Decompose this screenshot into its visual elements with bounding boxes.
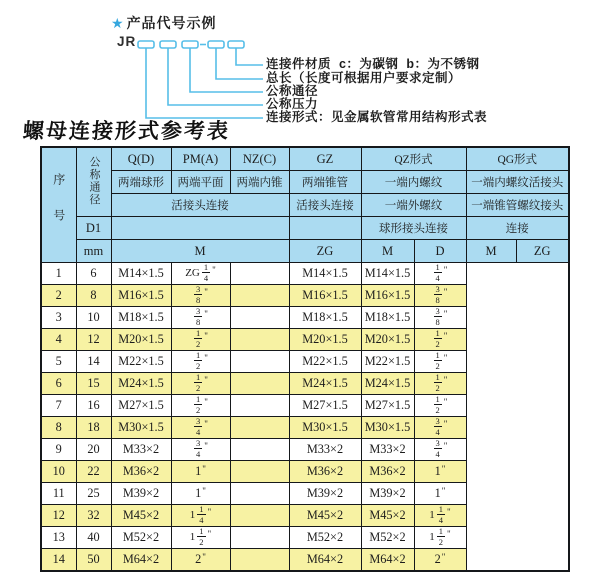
header-gz-connect: 活接头连接 [289,194,361,217]
header-qz-line1: 一端内螺纹 [361,171,466,194]
diameter-cell: 25 [76,483,111,505]
qz-d-cell: M18×1.5 [289,307,361,329]
qg-m-cell: M33×2 [361,439,414,461]
diagram-label-material: 连接件材质 c：为碳钢 b：为不锈钢 [266,57,480,71]
table-row [41,307,569,329]
table-row [41,417,569,439]
diameter-cell: 32 [76,505,111,527]
gz-size-cell: 1 $\frac{1}{4}$ " [171,505,230,527]
diagram-label-pressure: 公称压力 [266,97,319,111]
m-thread-cell: M30×1.5 [111,417,171,439]
diameter-cell: 20 [76,439,111,461]
header-qz-line3: 球形接头连接 [361,217,466,240]
serial-cell: 12 [41,505,76,527]
header-serial-text: 序号 [51,172,66,245]
header-d1: D1 [76,217,111,240]
header-gz-unit: ZG [289,240,361,263]
callout-line [146,48,263,118]
diameter-cell: 18 [76,417,111,439]
serial-cell: 11 [41,483,76,505]
gz-size-cell: $\frac{3}{8}$ " [171,307,230,329]
qz-d-cell: M30×1.5 [289,417,361,439]
m-thread-cell: M22×1.5 [111,351,171,373]
qg-zg-cell: $\frac{3}{4}$ " [414,439,466,461]
diagram-label-connection: 连接形式：见金属软管常用结构形式表 [266,110,488,124]
m-thread-cell: M18×1.5 [111,307,171,329]
qz-m-cell [230,373,289,395]
qz-m-cell [230,329,289,351]
callout-line [236,48,263,65]
gz-size-cell: $\frac{1}{2}$ " [171,373,230,395]
gz-size-cell: $\frac{1}{2}$ " [171,329,230,351]
qg-zg-cell: $\frac{3}{8}$ " [414,285,466,307]
diagram-heading [111,13,217,33]
qg-zg-cell: $\frac{1}{2}$ " [414,373,466,395]
serial-cell: 8 [41,417,76,439]
qz-d-cell: M16×1.5 [289,285,361,307]
serial-cell: 2 [41,285,76,307]
qz-d-cell: M14×1.5 [289,263,361,285]
code-box [160,41,176,48]
m-thread-cell: M16×1.5 [111,285,171,307]
gz-size-cell: $\frac{3}{4}$ " [171,439,230,461]
table-row [41,263,569,285]
qz-d-cell: M36×2 [289,461,361,483]
header-qg-sub-zg: ZG [516,240,569,263]
header-m: M [111,240,289,263]
qz-d-cell: M20×1.5 [289,329,361,351]
table-row [41,395,569,417]
diameter-cell: 8 [76,285,111,307]
diagram-heading-text: 产品代号示例 [126,15,217,31]
qg-zg-cell: $\frac{1}{2}$ " [414,329,466,351]
serial-cell: 14 [41,549,76,572]
star-icon: ★ [111,15,125,31]
m-thread-cell: M20×1.5 [111,329,171,351]
table-row [41,329,569,351]
header-mm: mm [76,240,111,263]
qz-d-cell: M39×2 [289,483,361,505]
diameter-cell: 12 [76,329,111,351]
header-gz-desc: 两端锥管 [289,171,361,194]
header-qz-sub-m: M [361,240,414,263]
serial-cell: 6 [41,373,76,395]
m-thread-cell: M52×2 [111,527,171,549]
header-empty-gz [289,217,361,240]
qg-m-cell: M16×1.5 [361,285,414,307]
gz-size-cell: $\frac{3}{8}$ " [171,285,230,307]
gz-size-cell: $\frac{3}{4}$ " [171,417,230,439]
qg-zg-cell: 1 $\frac{1}{4}$ " [414,505,466,527]
table-row [41,285,569,307]
header-nz-desc: 两端内锥 [230,171,289,194]
header-code-q: Q(D) [111,147,171,171]
diagram-label-length: 总长（长度可根据用户要求定制） [266,71,462,85]
table-row [41,439,569,461]
callout-line [190,48,263,92]
qg-zg-cell: 1 $\frac{1}{2}$ " [414,527,466,549]
qg-m-cell: M36×2 [361,461,414,483]
qz-m-cell [230,263,289,285]
callout-line [216,48,263,79]
qz-m-cell [230,505,289,527]
qz-d-cell: M64×2 [289,549,361,572]
qg-m-cell: M39×2 [361,483,414,505]
diameter-cell: 10 [76,307,111,329]
header-diameter-text: 公称通径 [88,155,100,206]
qz-m-cell [230,527,289,549]
qg-m-cell: M24×1.5 [361,373,414,395]
qg-m-cell: M64×2 [361,549,414,572]
gz-size-cell: 1" [171,461,230,483]
m-thread-cell: M33×2 [111,439,171,461]
header-serial [41,147,76,263]
header-qg-line1: 一端内螺纹活接头 [466,171,569,194]
header-qz-sub-d: D [414,240,466,263]
qz-d-cell: M22×1.5 [289,351,361,373]
table-row [41,373,569,395]
qz-m-cell [230,439,289,461]
qz-m-cell [230,307,289,329]
diagram-label-diameter: 公称通径 [266,84,319,98]
qz-m-cell [230,395,289,417]
gz-size-cell: 1 $\frac{1}{2}$ " [171,527,230,549]
serial-cell: 7 [41,395,76,417]
serial-cell: 13 [41,527,76,549]
qg-zg-cell: $\frac{1}{2}$ " [414,351,466,373]
table-row [41,351,569,373]
diameter-cell: 50 [76,549,111,572]
diameter-cell: 16 [76,395,111,417]
serial-cell: 10 [41,461,76,483]
m-thread-cell: M24×1.5 [111,373,171,395]
qz-m-cell [230,417,289,439]
diameter-cell: 14 [76,351,111,373]
table-row [41,461,569,483]
qz-m-cell [230,285,289,307]
qg-m-cell: M22×1.5 [361,351,414,373]
header-qg-sub-m: M [466,240,516,263]
gz-size-cell: 1" [171,483,230,505]
qg-m-cell: M30×1.5 [361,417,414,439]
serial-cell: 5 [41,351,76,373]
serial-cell: 4 [41,329,76,351]
m-thread-cell: M14×1.5 [111,263,171,285]
qg-zg-cell: $\frac{1}{4}$ " [414,263,466,285]
serial-cell: 3 [41,307,76,329]
qz-m-cell [230,549,289,572]
table-row [41,549,569,572]
header-union-connect: 活接头连接 [111,194,289,217]
qg-zg-cell: $\frac{3}{8}$ " [414,307,466,329]
diameter-cell: 15 [76,373,111,395]
table-row [41,527,569,549]
header-code-nz: NZ(C) [230,147,289,171]
table-body [41,263,569,572]
gz-size-cell: 2" [171,549,230,572]
qg-m-cell: M27×1.5 [361,395,414,417]
m-thread-cell: M39×2 [111,483,171,505]
qg-zg-cell: $\frac{3}{4}$ " [414,417,466,439]
qg-zg-cell: 1" [414,483,466,505]
qg-zg-cell: $\frac{1}{2}$ " [414,395,466,417]
serial-cell: 1 [41,263,76,285]
qg-m-cell: M14×1.5 [361,263,414,285]
gz-size-cell: ZG $\frac{1}{4}$ " [171,263,230,285]
m-thread-cell: M36×2 [111,461,171,483]
header-pm-desc: 两端平面 [171,171,230,194]
diameter-cell: 6 [76,263,111,285]
qz-d-cell: M27×1.5 [289,395,361,417]
header-code-gz: GZ [289,147,361,171]
header-diameter [76,147,111,217]
qz-d-cell: M33×2 [289,439,361,461]
qg-m-cell: M20×1.5 [361,329,414,351]
m-thread-cell: M27×1.5 [111,395,171,417]
table-header [41,147,569,263]
qg-m-cell: M18×1.5 [361,307,414,329]
header-empty-span [111,217,289,240]
qz-m-cell [230,461,289,483]
qz-d-cell: M45×2 [289,505,361,527]
qg-zg-cell: 1" [414,461,466,483]
m-thread-cell: M45×2 [111,505,171,527]
table-row [41,483,569,505]
qg-m-cell: M45×2 [361,505,414,527]
serial-cell: 9 [41,439,76,461]
gz-size-cell: $\frac{1}{2}$ " [171,351,230,373]
gz-size-cell: $\frac{1}{2}$ " [171,395,230,417]
code-box [228,41,244,48]
header-qg-line3: 连接 [466,217,569,240]
table-row [41,505,569,527]
header-qz-line2: 一端外螺纹 [361,194,466,217]
header-qz-form: QZ形式 [361,147,466,171]
qz-d-cell: M24×1.5 [289,373,361,395]
qg-m-cell: M52×2 [361,527,414,549]
header-q-desc: 两端球形 [111,171,171,194]
header-qg-line2: 一端锥管螺纹接头 [466,194,569,217]
table-title: 螺母连接形式参考表 [22,119,231,143]
code-box [208,41,224,48]
header-qg-form: QG形式 [466,147,569,171]
diameter-cell: 40 [76,527,111,549]
m-thread-cell: M64×2 [111,549,171,572]
header-code-pm: PM(A) [171,147,230,171]
qz-m-cell [230,351,289,373]
product-prefix: JR [117,34,137,49]
diameter-cell: 22 [76,461,111,483]
code-box [138,41,154,48]
code-box [182,41,198,48]
nut-connection-reference-table [40,146,570,572]
qg-zg-cell: 2" [414,549,466,572]
qz-m-cell [230,483,289,505]
qz-d-cell: M52×2 [289,527,361,549]
